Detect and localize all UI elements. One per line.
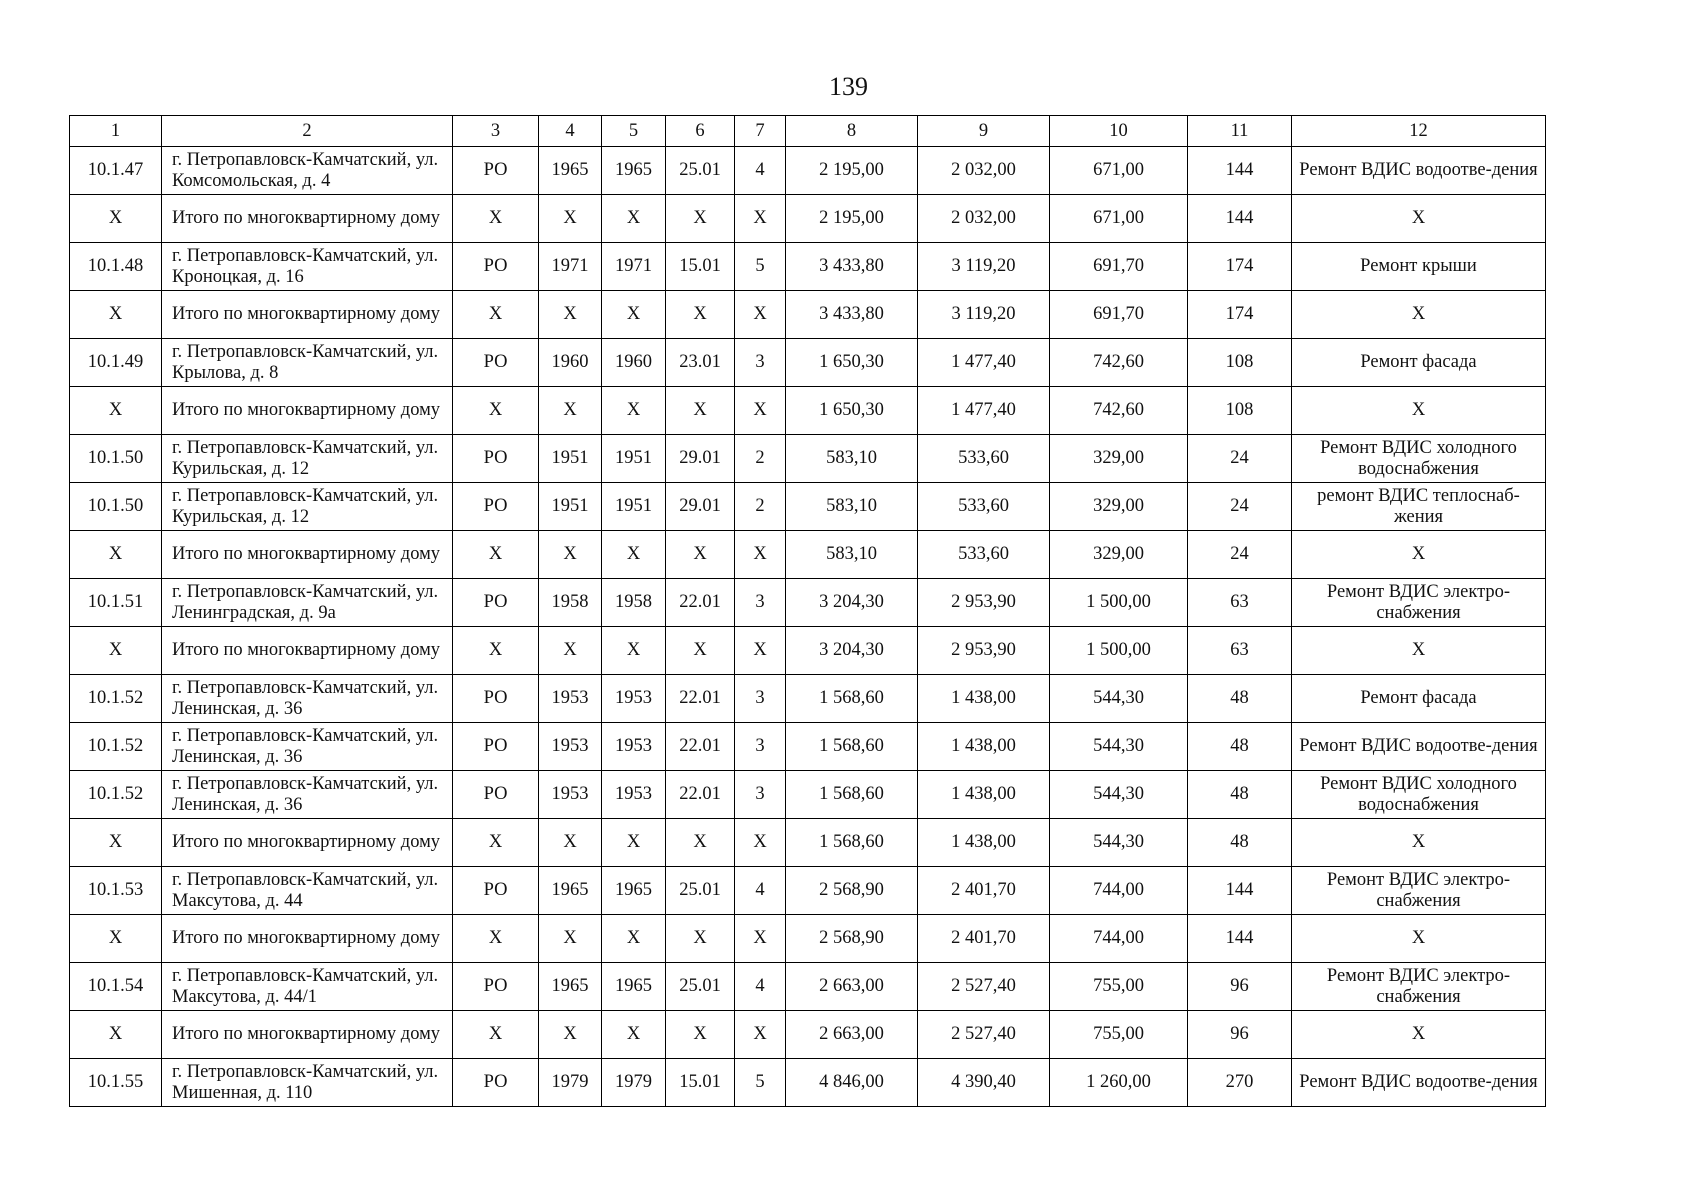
cell-code: 22.01 bbox=[666, 579, 735, 627]
column-header-11: 11 bbox=[1188, 116, 1292, 147]
cell-non-residential-area: 329,00 bbox=[1050, 435, 1188, 483]
cell-total-area: 2 195,00 bbox=[786, 147, 918, 195]
cell-non-residential-area: 742,60 bbox=[1050, 339, 1188, 387]
cell-residents: 96 bbox=[1188, 1011, 1292, 1059]
cell-year-commissioned: Х bbox=[602, 819, 666, 867]
cell-work-type: Х bbox=[1292, 1011, 1546, 1059]
cell-code: 29.01 bbox=[666, 483, 735, 531]
cell-residents: 48 bbox=[1188, 819, 1292, 867]
cell-residents: 144 bbox=[1188, 867, 1292, 915]
cell-year-built: 1951 bbox=[539, 483, 602, 531]
page-number: 139 bbox=[829, 72, 868, 101]
cell-work-type: Ремонт фасада bbox=[1292, 675, 1546, 723]
cell-address: г. Петропавловск-Камчатский, ул. Курильская, д. 12 bbox=[162, 435, 453, 483]
cell-non-residential-area: 1 500,00 bbox=[1050, 579, 1188, 627]
cell-type: Х bbox=[453, 291, 539, 339]
cell-residential-area: 533,60 bbox=[918, 483, 1050, 531]
cell-residents: 96 bbox=[1188, 963, 1292, 1011]
column-header-3: 3 bbox=[453, 116, 539, 147]
table-row bbox=[70, 531, 1546, 579]
cell-address: г. Петропавловск-Камчатский, ул. Крылова, д. 8 bbox=[162, 339, 453, 387]
cell-address: Итого по многоквартирному дому bbox=[162, 819, 453, 867]
cell-type: Х bbox=[453, 627, 539, 675]
table-row bbox=[70, 579, 1546, 627]
cell-type: РО bbox=[453, 723, 539, 771]
cell-residents: 48 bbox=[1188, 771, 1292, 819]
cell-row-number: Х bbox=[70, 819, 162, 867]
cell-work-type: Ремонт ВДИС водоотве-дения bbox=[1292, 1059, 1546, 1107]
table-row bbox=[70, 723, 1546, 771]
cell-year-built: Х bbox=[539, 915, 602, 963]
cell-work-type: Ремонт ВДИС электро-снабжения bbox=[1292, 867, 1546, 915]
cell-code: Х bbox=[666, 819, 735, 867]
cell-floors: Х bbox=[735, 531, 786, 579]
cell-code: 25.01 bbox=[666, 963, 735, 1011]
table-row bbox=[70, 867, 1546, 915]
cell-year-built: 1971 bbox=[539, 243, 602, 291]
table-header bbox=[70, 116, 1546, 147]
cell-residents: 144 bbox=[1188, 147, 1292, 195]
cell-residential-area: 533,60 bbox=[918, 531, 1050, 579]
cell-year-commissioned: Х bbox=[602, 627, 666, 675]
column-header-4: 4 bbox=[539, 116, 602, 147]
cell-residential-area: 1 438,00 bbox=[918, 675, 1050, 723]
cell-floors: 4 bbox=[735, 867, 786, 915]
cell-total-area: 583,10 bbox=[786, 435, 918, 483]
cell-address: Итого по многоквартирному дому bbox=[162, 291, 453, 339]
cell-work-type: Ремонт ВДИС электро-снабжения bbox=[1292, 579, 1546, 627]
cell-total-area: 1 650,30 bbox=[786, 339, 918, 387]
cell-work-type: Ремонт крыши bbox=[1292, 243, 1546, 291]
cell-residential-area: 533,60 bbox=[918, 435, 1050, 483]
document-table bbox=[69, 115, 1546, 1107]
table-row bbox=[70, 915, 1546, 963]
cell-work-type: Ремонт ВДИС водоотве-дения bbox=[1292, 723, 1546, 771]
cell-total-area: 583,10 bbox=[786, 531, 918, 579]
cell-floors: 5 bbox=[735, 1059, 786, 1107]
cell-year-built: 1960 bbox=[539, 339, 602, 387]
cell-non-residential-area: 691,70 bbox=[1050, 243, 1188, 291]
cell-year-built: 1951 bbox=[539, 435, 602, 483]
cell-non-residential-area: 329,00 bbox=[1050, 483, 1188, 531]
cell-year-built: Х bbox=[539, 531, 602, 579]
table-row bbox=[70, 243, 1546, 291]
cell-total-area: 1 568,60 bbox=[786, 675, 918, 723]
cell-address: Итого по многоквартирному дому bbox=[162, 915, 453, 963]
cell-type: Х bbox=[453, 819, 539, 867]
cell-row-number: Х bbox=[70, 1011, 162, 1059]
cell-floors: 3 bbox=[735, 579, 786, 627]
cell-code: Х bbox=[666, 387, 735, 435]
column-header-7: 7 bbox=[735, 116, 786, 147]
cell-residential-area: 1 438,00 bbox=[918, 771, 1050, 819]
cell-row-number: 10.1.53 bbox=[70, 867, 162, 915]
cell-type: РО bbox=[453, 147, 539, 195]
cell-address: г. Петропавловск-Камчатский, ул. Мишенная, д. 110 bbox=[162, 1059, 453, 1107]
cell-code: 25.01 bbox=[666, 147, 735, 195]
cell-non-residential-area: 544,30 bbox=[1050, 771, 1188, 819]
cell-non-residential-area: 671,00 bbox=[1050, 195, 1188, 243]
cell-work-type: Х bbox=[1292, 915, 1546, 963]
cell-floors: 5 bbox=[735, 243, 786, 291]
column-header-10: 10 bbox=[1050, 116, 1188, 147]
cell-floors: Х bbox=[735, 627, 786, 675]
cell-year-commissioned: 1979 bbox=[602, 1059, 666, 1107]
cell-floors: Х bbox=[735, 1011, 786, 1059]
cell-type: РО bbox=[453, 867, 539, 915]
cell-address: г. Петропавловск-Камчатский, ул. Курильская, д. 12 bbox=[162, 483, 453, 531]
cell-floors: Х bbox=[735, 387, 786, 435]
cell-type: РО bbox=[453, 435, 539, 483]
cell-address: г. Петропавловск-Камчатский, ул. Ленинская, д. 36 bbox=[162, 675, 453, 723]
cell-type: РО bbox=[453, 963, 539, 1011]
cell-year-built: 1965 bbox=[539, 867, 602, 915]
cell-year-commissioned: 1965 bbox=[602, 963, 666, 1011]
cell-code: 15.01 bbox=[666, 243, 735, 291]
column-header-12: 12 bbox=[1292, 116, 1546, 147]
cell-non-residential-area: 544,30 bbox=[1050, 723, 1188, 771]
cell-code: 15.01 bbox=[666, 1059, 735, 1107]
cell-code: 22.01 bbox=[666, 771, 735, 819]
cell-residents: 63 bbox=[1188, 579, 1292, 627]
cell-floors: 3 bbox=[735, 771, 786, 819]
cell-non-residential-area: 1 500,00 bbox=[1050, 627, 1188, 675]
cell-row-number: 10.1.50 bbox=[70, 483, 162, 531]
cell-non-residential-area: 544,30 bbox=[1050, 819, 1188, 867]
cell-work-type: Ремонт ВДИС водоотве-дения bbox=[1292, 147, 1546, 195]
cell-residents: 174 bbox=[1188, 291, 1292, 339]
cell-type: Х bbox=[453, 1011, 539, 1059]
cell-residential-area: 2 953,90 bbox=[918, 579, 1050, 627]
cell-code: 22.01 bbox=[666, 723, 735, 771]
cell-non-residential-area: 742,60 bbox=[1050, 387, 1188, 435]
cell-row-number: 10.1.49 bbox=[70, 339, 162, 387]
cell-address: г. Петропавловск-Камчатский, ул. Кроноцкая, д. 16 bbox=[162, 243, 453, 291]
table-row bbox=[70, 291, 1546, 339]
table-row bbox=[70, 195, 1546, 243]
cell-non-residential-area: 671,00 bbox=[1050, 147, 1188, 195]
column-header-8: 8 bbox=[786, 116, 918, 147]
cell-year-commissioned: Х bbox=[602, 387, 666, 435]
cell-work-type: Х bbox=[1292, 387, 1546, 435]
cell-year-built: 1965 bbox=[539, 147, 602, 195]
cell-floors: 4 bbox=[735, 147, 786, 195]
cell-year-commissioned: 1958 bbox=[602, 579, 666, 627]
cell-code: Х bbox=[666, 627, 735, 675]
cell-row-number: 10.1.48 bbox=[70, 243, 162, 291]
cell-row-number: 10.1.47 bbox=[70, 147, 162, 195]
table-row bbox=[70, 675, 1546, 723]
cell-address: Итого по многоквартирному дому bbox=[162, 195, 453, 243]
cell-work-type: Х bbox=[1292, 291, 1546, 339]
cell-residents: 174 bbox=[1188, 243, 1292, 291]
cell-residents: 24 bbox=[1188, 483, 1292, 531]
cell-code: Х bbox=[666, 195, 735, 243]
cell-year-commissioned: Х bbox=[602, 291, 666, 339]
cell-work-type: Ремонт ВДИС холодного водоснабжения bbox=[1292, 435, 1546, 483]
cell-year-commissioned: Х bbox=[602, 531, 666, 579]
cell-row-number: 10.1.51 bbox=[70, 579, 162, 627]
column-header-5: 5 bbox=[602, 116, 666, 147]
cell-floors: Х bbox=[735, 291, 786, 339]
table-row bbox=[70, 771, 1546, 819]
cell-non-residential-area: 744,00 bbox=[1050, 867, 1188, 915]
cell-floors: 3 bbox=[735, 339, 786, 387]
cell-residents: 48 bbox=[1188, 675, 1292, 723]
cell-residents: 48 bbox=[1188, 723, 1292, 771]
cell-row-number: 10.1.50 bbox=[70, 435, 162, 483]
cell-address: Итого по многоквартирному дому bbox=[162, 1011, 453, 1059]
cell-code: Х bbox=[666, 531, 735, 579]
cell-non-residential-area: 544,30 bbox=[1050, 675, 1188, 723]
cell-type: РО bbox=[453, 675, 539, 723]
cell-year-built: 1979 bbox=[539, 1059, 602, 1107]
cell-total-area: 2 568,90 bbox=[786, 867, 918, 915]
cell-address: Итого по многоквартирному дому bbox=[162, 627, 453, 675]
column-header-9: 9 bbox=[918, 116, 1050, 147]
cell-residential-area: 2 032,00 bbox=[918, 195, 1050, 243]
cell-year-commissioned: 1953 bbox=[602, 723, 666, 771]
cell-total-area: 3 204,30 bbox=[786, 579, 918, 627]
column-header-1: 1 bbox=[70, 116, 162, 147]
cell-code: 29.01 bbox=[666, 435, 735, 483]
cell-address: г. Петропавловск-Камчатский, ул. Ленинская, д. 36 bbox=[162, 723, 453, 771]
cell-residential-area: 3 119,20 bbox=[918, 291, 1050, 339]
cell-year-built: Х bbox=[539, 195, 602, 243]
cell-code: Х bbox=[666, 915, 735, 963]
cell-code: 23.01 bbox=[666, 339, 735, 387]
cell-residents: 270 bbox=[1188, 1059, 1292, 1107]
cell-year-built: Х bbox=[539, 627, 602, 675]
cell-residential-area: 3 119,20 bbox=[918, 243, 1050, 291]
cell-row-number: Х bbox=[70, 387, 162, 435]
cell-floors: Х bbox=[735, 915, 786, 963]
cell-code: Х bbox=[666, 291, 735, 339]
cell-work-type: Ремонт ВДИС электро-снабжения bbox=[1292, 963, 1546, 1011]
cell-non-residential-area: 691,70 bbox=[1050, 291, 1188, 339]
cell-floors: 2 bbox=[735, 483, 786, 531]
cell-total-area: 1 650,30 bbox=[786, 387, 918, 435]
cell-residents: 63 bbox=[1188, 627, 1292, 675]
cell-total-area: 3 204,30 bbox=[786, 627, 918, 675]
table-row bbox=[70, 147, 1546, 195]
table-row bbox=[70, 339, 1546, 387]
table-row bbox=[70, 819, 1546, 867]
cell-residential-area: 1 477,40 bbox=[918, 387, 1050, 435]
cell-address: г. Петропавловск-Камчатский, ул. Комсомольская, д. 4 bbox=[162, 147, 453, 195]
cell-non-residential-area: 329,00 bbox=[1050, 531, 1188, 579]
cell-year-commissioned: 1953 bbox=[602, 771, 666, 819]
cell-work-type: Х bbox=[1292, 819, 1546, 867]
cell-row-number: Х bbox=[70, 531, 162, 579]
cell-year-commissioned: 1960 bbox=[602, 339, 666, 387]
cell-residents: 24 bbox=[1188, 531, 1292, 579]
cell-residents: 144 bbox=[1188, 195, 1292, 243]
table-row bbox=[70, 627, 1546, 675]
cell-type: Х bbox=[453, 531, 539, 579]
cell-type: РО bbox=[453, 243, 539, 291]
cell-type: РО bbox=[453, 579, 539, 627]
cell-residents: 24 bbox=[1188, 435, 1292, 483]
cell-residential-area: 1 477,40 bbox=[918, 339, 1050, 387]
cell-floors: 2 bbox=[735, 435, 786, 483]
cell-type: Х bbox=[453, 915, 539, 963]
cell-type: Х bbox=[453, 387, 539, 435]
column-header-6: 6 bbox=[666, 116, 735, 147]
cell-residential-area: 1 438,00 bbox=[918, 723, 1050, 771]
cell-year-commissioned: 1953 bbox=[602, 675, 666, 723]
column-header-2: 2 bbox=[162, 116, 453, 147]
cell-year-built: 1953 bbox=[539, 675, 602, 723]
cell-work-type: Ремонт ВДИС холодного водоснабжения bbox=[1292, 771, 1546, 819]
cell-work-type: ремонт ВДИС теплоснаб-жения bbox=[1292, 483, 1546, 531]
cell-work-type: Х bbox=[1292, 627, 1546, 675]
header-row bbox=[70, 116, 1546, 147]
cell-year-built: 1958 bbox=[539, 579, 602, 627]
cell-row-number: Х bbox=[70, 195, 162, 243]
cell-type: РО bbox=[453, 1059, 539, 1107]
cell-year-built: 1953 bbox=[539, 771, 602, 819]
cell-address: Итого по многоквартирному дому bbox=[162, 387, 453, 435]
cell-total-area: 583,10 bbox=[786, 483, 918, 531]
cell-total-area: 3 433,80 bbox=[786, 291, 918, 339]
cell-floors: 3 bbox=[735, 675, 786, 723]
cell-year-commissioned: Х bbox=[602, 195, 666, 243]
cell-year-commissioned: 1951 bbox=[602, 483, 666, 531]
cell-year-built: 1965 bbox=[539, 963, 602, 1011]
cell-residential-area: 2 401,70 bbox=[918, 915, 1050, 963]
cell-residential-area: 2 527,40 bbox=[918, 963, 1050, 1011]
table-row bbox=[70, 1011, 1546, 1059]
cell-residential-area: 4 390,40 bbox=[918, 1059, 1050, 1107]
cell-total-area: 1 568,60 bbox=[786, 723, 918, 771]
cell-address: г. Петропавловск-Камчатский, ул. Ленинградская, д. 9а bbox=[162, 579, 453, 627]
cell-address: г. Петропавловск-Камчатский, ул. Максутова, д. 44/1 bbox=[162, 963, 453, 1011]
cell-code: 25.01 bbox=[666, 867, 735, 915]
cell-address: г. Петропавловск-Камчатский, ул. Максутова, д. 44 bbox=[162, 867, 453, 915]
cell-year-built: Х bbox=[539, 1011, 602, 1059]
cell-non-residential-area: 755,00 bbox=[1050, 1011, 1188, 1059]
cell-year-built: Х bbox=[539, 387, 602, 435]
table-row bbox=[70, 387, 1546, 435]
cell-total-area: 4 846,00 bbox=[786, 1059, 918, 1107]
cell-row-number: Х bbox=[70, 291, 162, 339]
cell-residential-area: 2 953,90 bbox=[918, 627, 1050, 675]
cell-row-number: 10.1.54 bbox=[70, 963, 162, 1011]
cell-total-area: 2 195,00 bbox=[786, 195, 918, 243]
cell-row-number: 10.1.52 bbox=[70, 675, 162, 723]
cell-row-number: 10.1.52 bbox=[70, 723, 162, 771]
cell-residential-area: 1 438,00 bbox=[918, 819, 1050, 867]
table-row bbox=[70, 963, 1546, 1011]
cell-residential-area: 2 032,00 bbox=[918, 147, 1050, 195]
table-body bbox=[70, 147, 1546, 1107]
cell-floors: Х bbox=[735, 819, 786, 867]
cell-work-type: Х bbox=[1292, 195, 1546, 243]
table-row bbox=[70, 483, 1546, 531]
cell-year-built: Х bbox=[539, 819, 602, 867]
cell-address: Итого по многоквартирному дому bbox=[162, 531, 453, 579]
cell-year-commissioned: 1971 bbox=[602, 243, 666, 291]
cell-residential-area: 2 527,40 bbox=[918, 1011, 1050, 1059]
cell-non-residential-area: 755,00 bbox=[1050, 963, 1188, 1011]
cell-type: РО bbox=[453, 483, 539, 531]
cell-year-built: Х bbox=[539, 291, 602, 339]
cell-year-commissioned: 1965 bbox=[602, 867, 666, 915]
cell-work-type: Х bbox=[1292, 531, 1546, 579]
cell-total-area: 1 568,60 bbox=[786, 771, 918, 819]
cell-non-residential-area: 1 260,00 bbox=[1050, 1059, 1188, 1107]
cell-year-commissioned: 1951 bbox=[602, 435, 666, 483]
cell-type: РО bbox=[453, 339, 539, 387]
cell-floors: 4 bbox=[735, 963, 786, 1011]
cell-year-built: 1953 bbox=[539, 723, 602, 771]
cell-type: РО bbox=[453, 771, 539, 819]
cell-code: 22.01 bbox=[666, 675, 735, 723]
cell-type: Х bbox=[453, 195, 539, 243]
cell-residential-area: 2 401,70 bbox=[918, 867, 1050, 915]
cell-residents: 108 bbox=[1188, 339, 1292, 387]
cell-row-number: Х bbox=[70, 627, 162, 675]
cell-non-residential-area: 744,00 bbox=[1050, 915, 1188, 963]
cell-residents: 144 bbox=[1188, 915, 1292, 963]
cell-floors: Х bbox=[735, 195, 786, 243]
cell-year-commissioned: 1965 bbox=[602, 147, 666, 195]
cell-work-type: Ремонт фасада bbox=[1292, 339, 1546, 387]
cell-year-commissioned: Х bbox=[602, 915, 666, 963]
cell-year-commissioned: Х bbox=[602, 1011, 666, 1059]
cell-total-area: 2 568,90 bbox=[786, 915, 918, 963]
cell-total-area: 1 568,60 bbox=[786, 819, 918, 867]
cell-code: Х bbox=[666, 1011, 735, 1059]
cell-residents: 108 bbox=[1188, 387, 1292, 435]
table-row bbox=[70, 1059, 1546, 1107]
cell-row-number: 10.1.55 bbox=[70, 1059, 162, 1107]
cell-row-number: 10.1.52 bbox=[70, 771, 162, 819]
cell-total-area: 3 433,80 bbox=[786, 243, 918, 291]
cell-address: г. Петропавловск-Камчатский, ул. Ленинская, д. 36 bbox=[162, 771, 453, 819]
cell-floors: 3 bbox=[735, 723, 786, 771]
table-row bbox=[70, 435, 1546, 483]
cell-row-number: Х bbox=[70, 915, 162, 963]
cell-total-area: 2 663,00 bbox=[786, 963, 918, 1011]
cell-total-area: 2 663,00 bbox=[786, 1011, 918, 1059]
